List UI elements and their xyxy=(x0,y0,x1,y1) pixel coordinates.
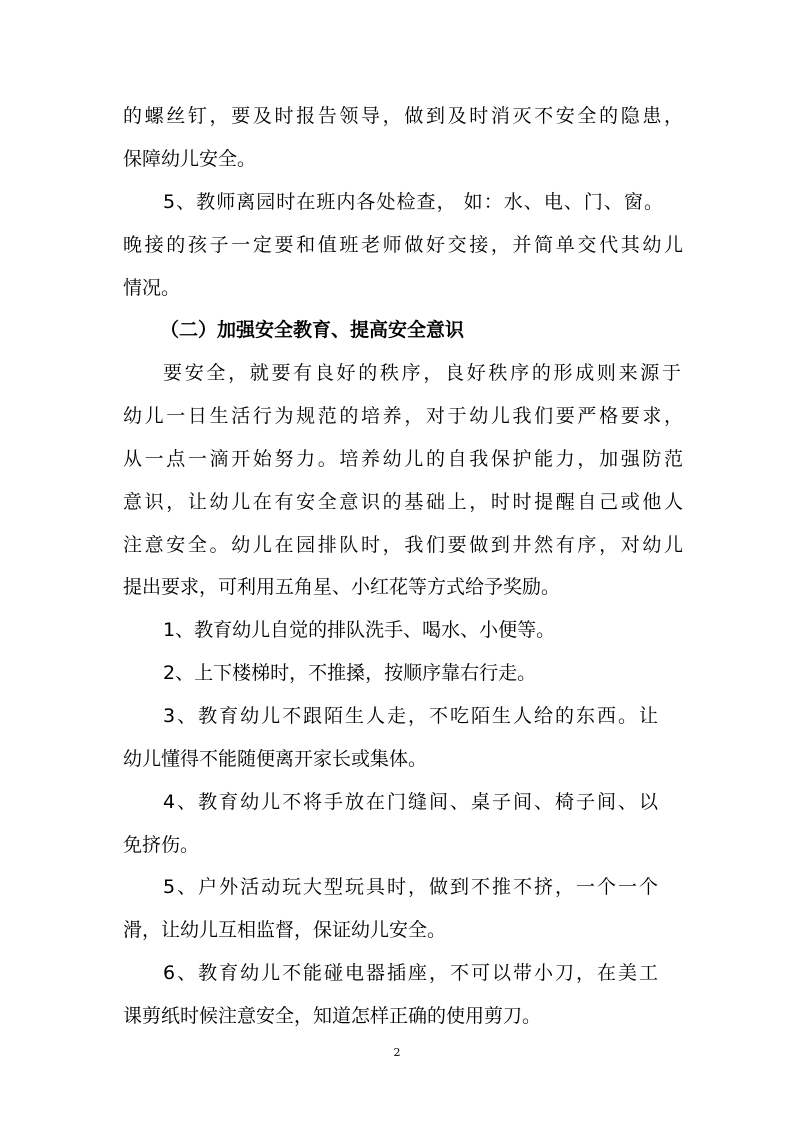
text-line: 意识，让幼儿在有安全意识的基础上，时时提醒自己或他人 xyxy=(123,491,683,513)
text-line: 注意安全。幼儿在园排队时，我们要做到井然有序，对幼儿 xyxy=(123,534,683,556)
text-line: 5、户外活动玩大型玩具时，做到不推不挤，一个一个 xyxy=(163,876,658,898)
text-line: 5、教师离园时在班内各处检查， 如：水、电、门、窗。 xyxy=(163,191,663,213)
text-line: 从一点一滴开始努力。培养幼儿的自我保护能力，加强防范 xyxy=(123,448,683,470)
page-number: 2 xyxy=(393,1046,401,1059)
text-line: 晚接的孩子一定要和值班老师做好交接，并简单交代其幼儿 xyxy=(123,234,683,256)
text-line: 幼儿一日生活行为规范的培养，对于幼儿我们要严格要求， xyxy=(123,405,683,427)
text-line: 保障幼儿安全。 xyxy=(123,148,257,170)
section-heading: （二）加强安全教育、提高安全意识 xyxy=(160,319,465,341)
text-line: 6、教育幼儿不能碰电器插座，不可以带小刀，在美工 xyxy=(163,962,658,984)
text-line: 免挤伤。 xyxy=(123,834,200,856)
text-line: 课剪纸时候注意安全，知道怎样正确的使用剪刀。 xyxy=(123,1005,542,1027)
text-line: 3、教育幼儿不跟陌生人走，不吃陌生人给的东西。让 xyxy=(163,705,658,727)
text-line: 要安全，就要有良好的秩序，良好秩序的形成则来源于 xyxy=(163,362,681,384)
text-line: 幼儿懂得不能随便离开家长或集体。 xyxy=(123,748,428,770)
text-line: 情况。 xyxy=(123,277,181,299)
text-line: 提出要求，可利用五角星、小红花等方式给予奖励。 xyxy=(123,576,561,598)
text-line: 4、教育幼儿不将手放在门缝间、桌子间、椅子间、以 xyxy=(163,791,658,813)
text-line: 2、上下楼梯时，不推搡，按顺序靠右行走。 xyxy=(163,662,537,684)
text-line: 1、教育幼儿自觉的排队洗手、喝水、小便等。 xyxy=(163,619,556,641)
text-line: 滑，让幼儿互相监督，保证幼儿安全。 xyxy=(123,919,447,941)
text-line: 的螺丝钉，要及时报告领导，做到及时消灭不安全的隐患， xyxy=(123,105,683,127)
